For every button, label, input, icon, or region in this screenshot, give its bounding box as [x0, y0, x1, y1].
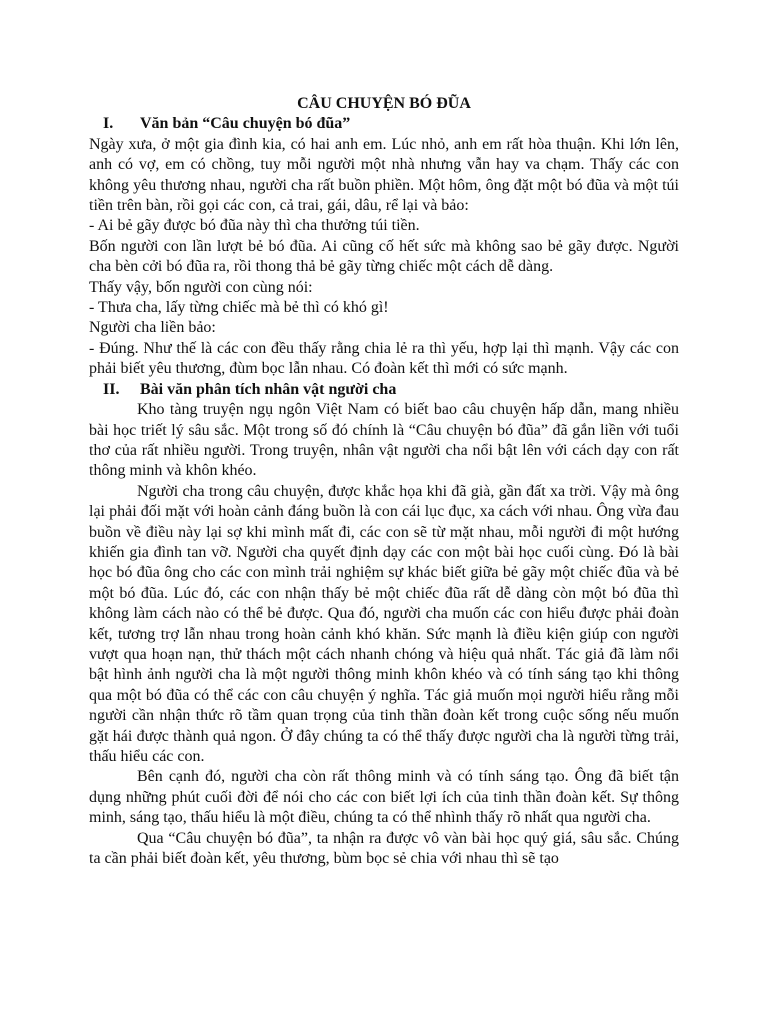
section-2: [89, 380, 679, 870]
story-dialogue: - Đúng. Như thế là các con đều thấy rằng chia lẻ ra thì yếu, hợp lại thì mạnh. Vậy các con phải biết yêu thương, đùm bọc lẫn nhau. Có đoàn kết thì mới có sức mạnh.: [89, 339, 679, 378]
essay-paragraph: Người cha trong câu chuyện, được khắc họa khi đã già, gần đất xa trời. Vậy mà ông lại phải đối mặt với hoàn cảnh đáng buồn là con cái lục đục, xa cách với nhau. Ông vừa đau buồn về điều này lại sợ khi mình mất đi, các con sẽ từ mặt nhau, mỗi người đi một hướng khiến gia đình tan vỡ. Người cha quyết định dạy các con một bài học cuối cùng. Đó là bài học bó đũa ông cho các con mình trải nghiệm sự khác biết giữa bẻ gãy một chiếc đũa và bẻ một bó đũa. Lúc đó, các con nhận thấy bẻ một chiếc đũa rất dễ dàng còn một bó đũa thì không làm cách nào có thể bẻ được. Qua đó, người cha muốn các con hiểu được phải đoàn kết, tương trợ lẫn nhau trong hoàn cảnh khó khăn. Sức mạnh là điều kiện giúp con người vượt qua hoạn nạn, thử thách một cách nhanh chóng và hiệu quả nhất. Tác giả đã làm nổi bật hình ảnh người cha là một người thông minh khôn khéo và có tính sáng tạo khi thông qua một bó đũa có thể các con câu chuyện ý nghĩa. Tác giả muốn mọi người hiểu rằng mỗi người cần nhận thức rõ tầm quan trọng của tinh thần đoàn kết trong cuộc sống nếu muốn gặt hái được thành quả ngon. Ở đây chúng ta có thể thấy được người cha là người từng trải, thấu hiểu các con.: [89, 482, 679, 765]
story-paragraph: Thấy vậy, bốn người con cùng nói:: [89, 278, 313, 296]
story-paragraph: Bốn người con lần lượt bẻ bó đũa. Ai cũng cố hết sức mà không sao bẻ gãy được. Người cha bèn cởi bó đũa ra, rồi thong thả bẻ gãy từng chiếc một cách dễ dàng.: [89, 237, 679, 276]
section-1: [89, 114, 679, 379]
story-paragraph: Người cha liền bảo:: [89, 319, 216, 337]
essay-paragraph: Kho tàng truyện ngụ ngôn Việt Nam có biết bao câu chuyện hấp dẫn, mang nhiều bài học triết lý sâu sắc. Một trong số đó chính là “Câu chuyện bó đũa” đã gắn liền với tuổi thơ của rất nhiều người. Trong truyện, nhân vật người cha nổi bật lên với cách dạy con rất thông minh và khôn khéo.: [89, 401, 679, 480]
section-number: II.: [103, 380, 120, 398]
section-title: Văn bản “Câu chuyện bó đũa”: [140, 115, 351, 133]
document-page: [89, 90, 679, 869]
essay-paragraph: Qua “Câu chuyện bó đũa”, ta nhận ra được vô vàn bài học quý giá, sâu sắc. Chúng ta cần phải biết đoàn kết, yêu thương, bùm bọc sẻ chia với nhau thì sẽ tạo: [89, 829, 679, 868]
section-heading: [89, 380, 679, 400]
section-heading: [89, 114, 679, 134]
story-paragraph: Ngày xưa, ở một gia đình kia, có hai anh em. Lúc nhỏ, anh em rất hòa thuận. Khi lớn lên, anh có vợ, em có chồng, tuy mỗi người một nhà nhưng vẫn hay va chạm. Thấy các con không yêu thương nhau, người cha rất buồn phiền. Một hôm, ông đặt một bó đũa và một túi tiền trên bàn, rồi gọi các con, cả trai, gái, dâu, rể lại và bảo:: [89, 135, 679, 215]
document-title: CÂU CHUYỆN BÓ ĐŨA: [297, 95, 471, 112]
story-dialogue: - Thưa cha, lấy từng chiếc mà bẻ thì có khó gì!: [89, 299, 389, 317]
story-dialogue: - Ai bẻ gãy được bó đũa này thì cha thưởng túi tiền.: [89, 217, 420, 235]
section-number: I.: [103, 115, 114, 133]
section-title: Bài văn phân tích nhân vật người cha: [140, 380, 397, 398]
essay-paragraph: Bên cạnh đó, người cha còn rất thông minh và có tính sáng tạo. Ông đã biết tận dụng những phút cuối đời để nói cho các con biết lợi ích của tinh thần đoàn kết. Sự thông minh, sáng tạo, thấu hiểu là một điều, chúng ta có thể nhình thấy rõ nhất qua người cha.: [89, 768, 679, 827]
